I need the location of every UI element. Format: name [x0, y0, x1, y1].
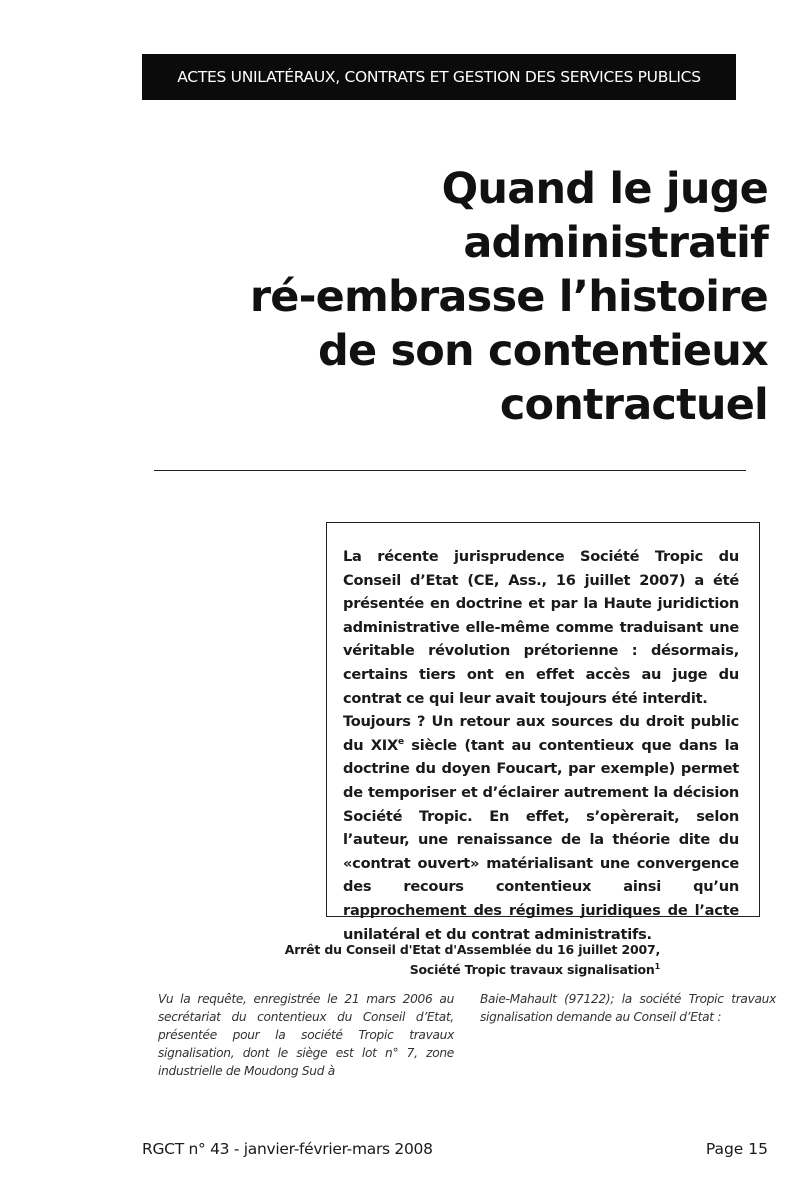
- section-title: ACTES UNILATÉRAUX, CONTRATS ET GESTION DES SERVICES PUBLICS: [177, 68, 701, 86]
- ruling-line-1: Arrêt du Conseil d'Etat d'Assemblée du 16 juillet 2007,: [284, 942, 660, 957]
- title-divider: [154, 470, 746, 471]
- abstract-paragraph-1: La récente jurisprudence Société Tropic du Conseil d’Etat (CE, Ass., 16 juillet 2007) a été présentée en doctrine et par la Haute juridiction administrative elle-même comme traduisant une véritable révolution prétorienne : désormais, certains tiers ont en effet accès au juge du contrat ce qui leur avait toujours été interdit.: [343, 548, 739, 707]
- ruling-heading: [150, 940, 660, 980]
- abstract-paragraph-2: [343, 710, 739, 946]
- title-line: ré-embrasse l’histoire: [249, 272, 768, 322]
- footer-page-number: Page 15: [705, 1140, 768, 1158]
- abstract-text: siècle (tant au contentieux que dans la doctrine du doyen Foucart, par exemple) permet de temporiser et d’éclairer autrement la décision Société Tropic. En effet, s’opèrerait, selon l’auteur, une renaissance de la théorie dite du «contrat ouvert» matérialisant une convergence des recours contentieux ainsi qu’un rapprochement des régimes juridiques de l’acte unilatéral et du contrat administratifs.: [343, 736, 739, 943]
- abstract-box: [326, 522, 760, 943]
- title-line: de son contentieux: [317, 326, 768, 376]
- body-column-right: Baie-Mahault (97122); la société Tropic travaux signalisation demande au Conseil d’Etat :: [480, 992, 776, 1024]
- ruling-case-name: Société Tropic travaux signalisation: [409, 962, 655, 977]
- title-line: administratif: [463, 218, 768, 268]
- footnote-ref: 1: [654, 961, 660, 971]
- superscript: e: [397, 736, 404, 747]
- article-title: [128, 162, 768, 432]
- ruling-line-2: [150, 960, 660, 980]
- footer-journal: RGCT n° 43 - janvier-février-mars 2008: [142, 1140, 433, 1158]
- abstract-text: Toujours ? Un retour aux sources du droit public du XIX: [343, 713, 739, 754]
- section-header: [142, 54, 736, 100]
- body-column-left: Vu la requête, enregistrée le 21 mars 2006 au secrétariat du contentieux du Conseil d’Etat, présentée pour la société Tropic travaux signalisation, dont le siège est lot n° 7, zone industrielle de Moudong Sud à: [158, 992, 454, 1078]
- title-line: contractuel: [499, 380, 768, 430]
- title-line: Quand le juge: [441, 164, 768, 214]
